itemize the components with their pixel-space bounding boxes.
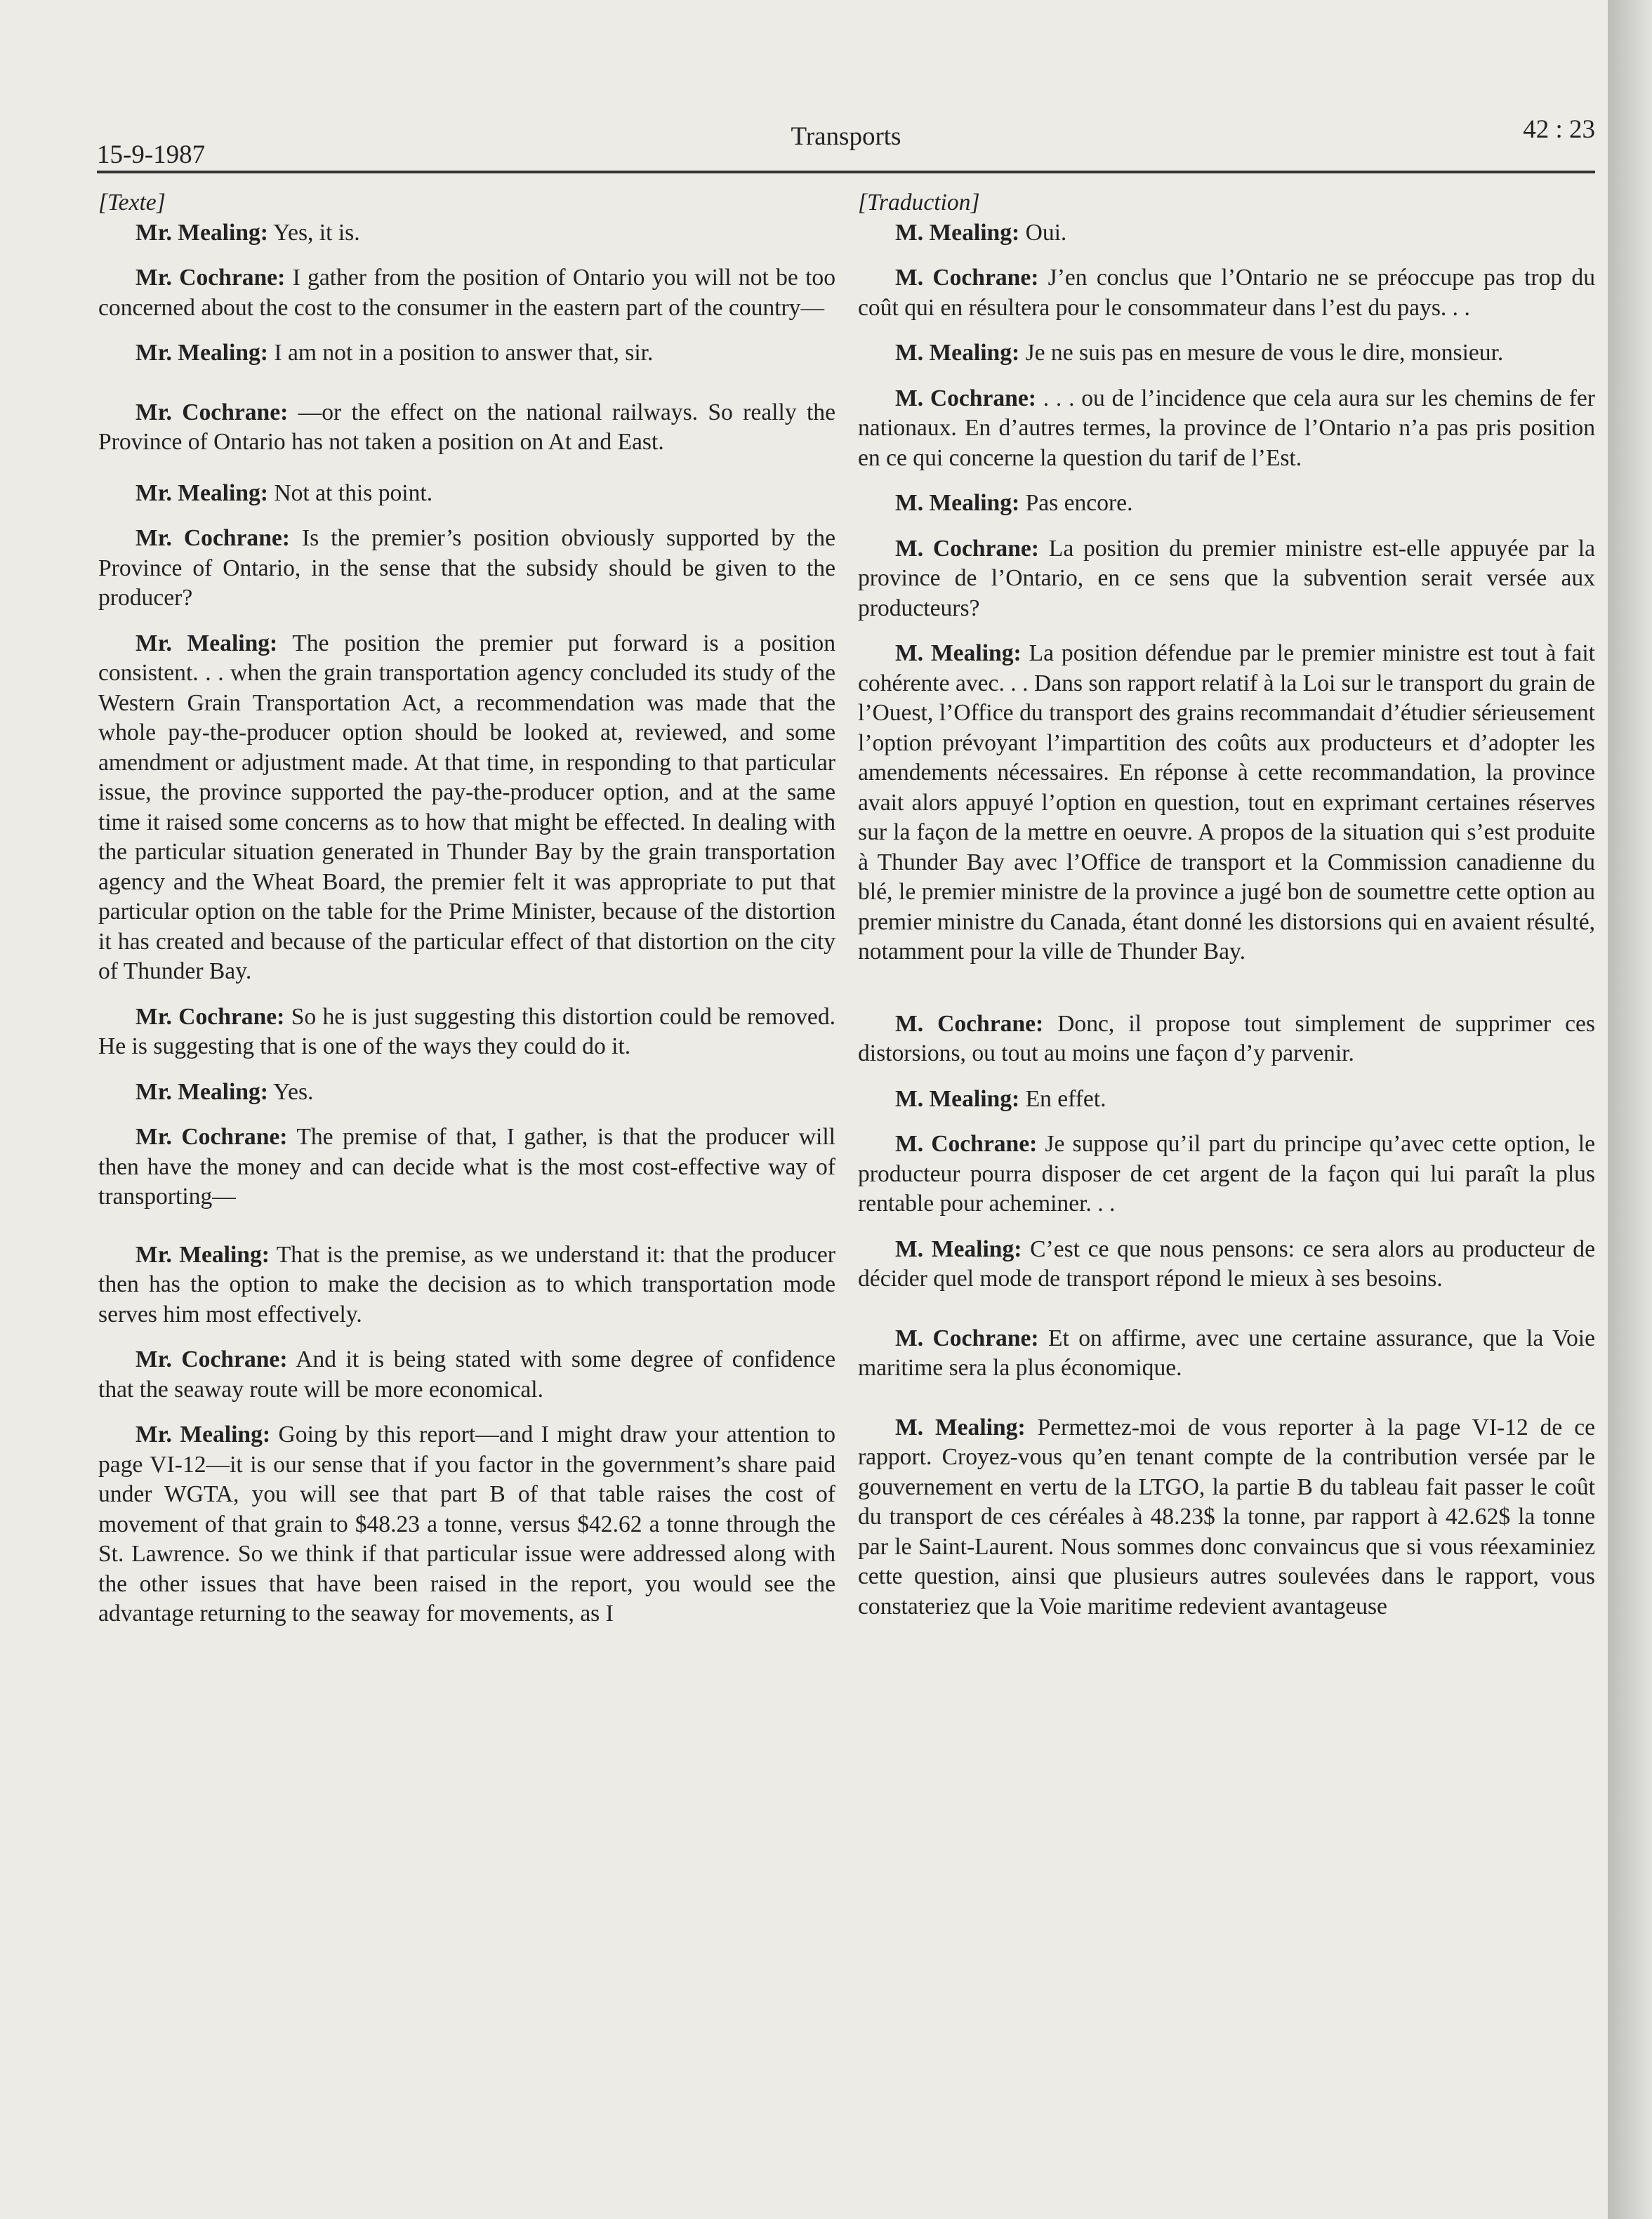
transcript-paragraph xyxy=(858,1235,1595,1294)
page-header xyxy=(97,112,1595,175)
speech-text: . . . ou de l’incidence que cela aura sur les chemins de fer nationaux. En d’autres termes, la province de l’Ontario n’a pas pris position en ce qui concerne la question du tarif de l’Est. xyxy=(858,385,1595,471)
speaker-name: M. Mealing: xyxy=(895,1085,1020,1112)
transcript-paragraph xyxy=(98,338,835,369)
speaker-name: M. Cochrane: xyxy=(895,1010,1044,1037)
speaker-name: Mr. Mealing: xyxy=(136,1241,270,1268)
transcript-paragraph xyxy=(98,1420,835,1629)
speaker-name: Mr. Mealing: xyxy=(136,219,268,246)
transcript-paragraph xyxy=(98,1078,835,1108)
speaker-name: M. Mealing: xyxy=(895,219,1020,246)
transcript-paragraph xyxy=(858,384,1595,474)
transcript-paragraph xyxy=(858,1130,1595,1219)
transcript-paragraph xyxy=(858,338,1595,369)
french-column xyxy=(858,188,1595,1637)
speech-text: J’en conclus que l’Ontario ne se préoccupe pas trop du coût qui en résultera pour le consommateur dans l’est du pays. . . xyxy=(858,265,1595,321)
speech-text: La position défendue par le premier ministre est tout à fait cohérente avec. . . Dans son rapport relatif à la Loi sur le transport du grain de l’Ouest, l’Office du transport des grains recommandait d’étudier sérieusement l’option prévoyant l’impartition des coûts aux producteurs et d’adopter les amendements nécessaires. En réponse à cette recommandation, la province avait alors appuyé l’option en question, tout en exprimant certaines réserves sur la façon de la mettre en oeuvre. A propos de la situation qui s’est produite à Thunder Bay avec l’Office de transport et la Commission canadienne du blé, le premier ministre de la province a jugé bon de soumettre cette option au premier ministre du Canada, étant donné les distorsions qui en avaient résulté, notamment pour la ville de Thunder Bay. xyxy=(858,640,1596,965)
transcript-paragraph xyxy=(858,639,1595,967)
speaker-name: Mr. Cochrane: xyxy=(136,1346,288,1372)
speech-text: Yes. xyxy=(268,1078,314,1105)
transcript-paragraph xyxy=(98,524,835,614)
speaker-name: M. Mealing: xyxy=(895,1414,1026,1440)
transcript-paragraph xyxy=(858,218,1595,249)
speech-text: Oui. xyxy=(1019,219,1067,246)
speech-text: That is the premise, as we understand it: that the producer then has the option to make the decision as to which transportation mode serves him most effectively. xyxy=(98,1241,835,1327)
speech-text: Is the premier’s position obviously supported by the Province of Ontario, in the sense that the subsidy should be given to the producer? xyxy=(98,525,835,611)
speech-text: Je suppose qu’il part du principe qu’avec cette option, le producteur pourra disposer de cet argent de la façon qui lui paraît la plus rentable pour acheminer. . . xyxy=(858,1131,1595,1217)
transcript-paragraph xyxy=(858,263,1595,323)
speaker-name: M. Mealing: xyxy=(895,340,1020,366)
speaker-name: Mr. Cochrane: xyxy=(136,1124,288,1150)
speaker-name: Mr. Cochrane: xyxy=(136,525,290,551)
speaker-name: Mr. Mealing: xyxy=(136,630,278,656)
speech-text: Je ne suis pas en mesure de vous le dire, monsieur. xyxy=(1019,340,1504,366)
speaker-name: M. Mealing: xyxy=(895,1236,1022,1262)
speaker-name: Mr. Mealing: xyxy=(136,1422,271,1448)
page-edge xyxy=(1608,0,1652,2219)
column-tag: [Traduction] xyxy=(858,190,980,216)
header-page-number: 42 : 23 xyxy=(1523,115,1595,144)
speech-text: I gather from the position of Ontario you will not be too concerned about the cost to the consumer in the eastern part of the country— xyxy=(98,265,836,321)
speech-text: I am not in a position to answer that, sir. xyxy=(268,340,654,366)
speech-text: Yes, it is. xyxy=(268,219,360,246)
header-date: 15-9-1987 xyxy=(97,140,206,169)
speech-text: —or the effect on the national railways. So really the Province of Ontario has not taken a position on At and East. xyxy=(98,399,835,455)
transcript-paragraph xyxy=(98,263,835,323)
speech-text: La position du premier ministre est-elle appuyée par la province de l’Ontario, en ce sens que la subvention serait versée aux producteurs? xyxy=(858,535,1595,621)
transcript-paragraph xyxy=(98,1345,835,1405)
transcript-paragraph xyxy=(858,1009,1595,1069)
speech-text: C’est ce que nous pensons: ce sera alors au producteur de décider quel mode de transport répond le mieux à ses besoins. xyxy=(858,1236,1595,1292)
transcript-paragraph xyxy=(98,398,835,458)
speech-text: So he is just suggesting this distortion could be removed. He is suggesting that is one of the ways they could do it. xyxy=(98,1003,835,1059)
speech-text: And it is being stated with some degree of confidence that the seaway route will be more economical. xyxy=(98,1346,835,1403)
transcript-paragraph xyxy=(98,1002,835,1062)
header-rule xyxy=(97,171,1595,173)
speaker-name: M. Cochrane: xyxy=(895,535,1039,562)
transcript-paragraph xyxy=(98,479,835,509)
transcript-paragraph xyxy=(858,489,1595,519)
speech-text: En effet. xyxy=(1019,1085,1106,1112)
english-column xyxy=(98,188,835,1645)
speaker-name: Mr. Cochrane: xyxy=(136,399,289,425)
speaker-name: Mr. Mealing: xyxy=(136,479,268,506)
speaker-name: Mr. Cochrane: xyxy=(136,265,286,291)
speaker-name: M. Cochrane: xyxy=(895,1131,1038,1157)
speaker-name: M. Mealing: xyxy=(895,490,1020,516)
transcript-paragraph xyxy=(98,1240,835,1330)
speaker-name: Mr. Mealing: xyxy=(136,340,268,366)
speech-text: Donc, il propose tout simplement de supprimer ces distorsions, ou tout au moins une façon d’y parvenir. xyxy=(858,1010,1595,1066)
speech-text: Pas encore. xyxy=(1019,490,1133,516)
speech-text: The premise of that, I gather, is that the producer will then have the money and can decide what is the most cost-effective way of transporting— xyxy=(98,1124,836,1210)
transcript-paragraph xyxy=(858,1085,1595,1115)
speaker-name: M. Cochrane: xyxy=(895,1325,1039,1351)
transcript-paragraph xyxy=(858,1413,1595,1622)
speaker-name: M. Mealing: xyxy=(895,640,1022,666)
transcript-paragraph xyxy=(858,1324,1595,1384)
speech-text: Permettez-moi de vous reporter à la page VI-12 de ce rapport. Croyez-vous qu’en tenant compte de la contribution versée par le gouvernement en vertu de la LTGO, la partie B du tableau fait passer le coût du transport de ces céréales à 48.23$ la tonne, par rapport à 42.62$ la tonne par le Saint-Laurent. Nous sommes donc convaincus que si vous réexaminiez cette question, ainsi que plusieurs autres soulevées dans le rapport, vous constateriez que la Voie maritime redevient avantageuse xyxy=(858,1414,1596,1619)
speech-text: Not at this point. xyxy=(268,479,433,506)
column-tag: [Texte] xyxy=(98,190,166,216)
speech-text: Going by this report—and I might draw your attention to page VI-12—it is our sense that if you factor in the government’s share paid under WGTA, you will see that part B of that table raises the cost of movement of that grain to $48.23 a tonne, versus $42.62 a tonne through the St. Lawrence. So we think if that particular issue were addressed along with the other issues that have been raised in the report, you would see the advantage returning to the seaway for movements, as I xyxy=(98,1422,835,1627)
speech-text: Et on affirme, avec une certaine assurance, que la Voie maritime sera la plus économique. xyxy=(858,1325,1595,1381)
speech-text: The position the premier put forward is a position consistent. . . when the grain transportation agency concluded its study of the Western Grain Transportation Act, a recommendation was made that the whole pay-the-producer option should be looked at, reviewed, and some amendment or adjustment made. At that time, in responding to that particular issue, the province supported the pay-the-producer option, and at the same time it raised some concerns as to how that might be effected. In dealing with the particular situation generated in Thunder Bay by the grain transportation agency and the Wheat Board, the premier felt it was appropriate to put that particular option on the table for the Prime Minister, because of the distortion it has created and because of the particular effect of that distortion on the city of Thunder Bay. xyxy=(98,630,835,984)
transcript-paragraph xyxy=(98,218,835,249)
header-title: Transports xyxy=(791,122,901,151)
speaker-name: M. Cochrane: xyxy=(895,265,1039,291)
speaker-name: M. Cochrane: xyxy=(895,385,1036,411)
transcript-paragraph xyxy=(858,534,1595,624)
speaker-name: Mr. Cochrane: xyxy=(136,1003,285,1030)
transcript-paragraph xyxy=(98,629,835,987)
transcript-paragraph xyxy=(98,1122,835,1212)
speaker-name: Mr. Mealing: xyxy=(136,1078,268,1105)
